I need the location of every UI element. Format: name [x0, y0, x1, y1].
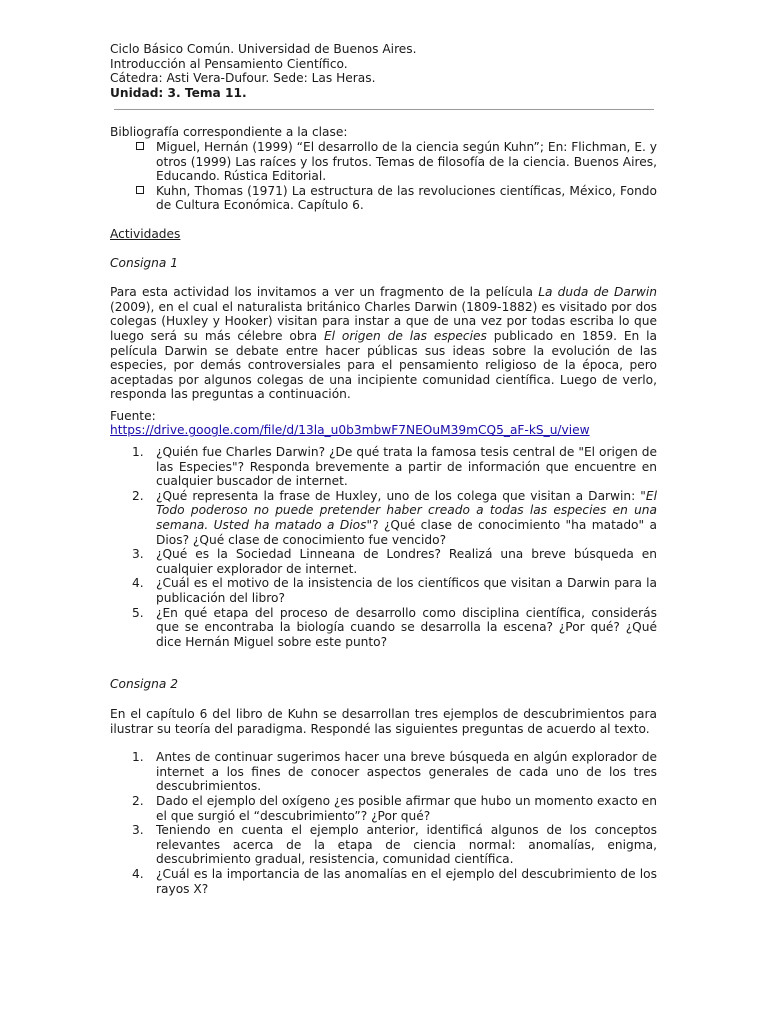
consigna-1-paragraph: [110, 285, 657, 402]
question-text: ¿En qué etapa del proceso de desarrollo como disciplina científica, considerás que se encontraba la biología cuando se desarrolla la escena? ¿Por qué? ¿Qué dice Hernán Miguel sobre este punto?: [156, 605, 657, 649]
header-unit: Unidad: 3. Tema 11.: [110, 85, 247, 100]
paragraph-text: publicado en 1859. En la película Darwin se debate entre hacer públicas sus ideas sobre la evolución de las especies, por demás controversiales para el pensamiento religioso de la época, pero aceptadas por algunos colegas de una incipiente comunidad científica. Luego de verlo, responda las preguntas a continuación.: [110, 328, 657, 402]
question-text: Teniendo en cuenta el ejemplo anterior, identificá algunos de los conceptos relevantes acerca de la etapa de ciencia normal: anomalías, enigma, descubrimiento gradual, resistencia, comunidad científica.: [156, 823, 657, 867]
source-link[interactable]: [110, 423, 657, 438]
question-text: ¿Qué representa la frase de Huxley, uno de los colega que visitan a Darwin:: [156, 488, 641, 503]
huxley-quote: "El Todo poderoso no puede pretender haber creado a todas las especies en una semana. Usted ha matado a Dios": [156, 488, 657, 533]
bibliography-title: Bibliografía correspondiente a la clase:: [110, 125, 348, 140]
question-item: [110, 576, 657, 605]
question-item: [110, 867, 657, 896]
paragraph-text: (2009), en el cual el naturalista británico Charles Darwin (1809-1882) es visitado por dos colegas (Huxley y Hooker) visitan para instar a que de una vez por todas escriba lo que luego será su más célebre obra: [110, 299, 657, 343]
question-text: ¿Qué es la Sociedad Linneana de Londres? Realizá una breve búsqueda en cualquier explorador de internet.: [156, 547, 657, 576]
question-number: 3.: [132, 823, 144, 838]
consigna-1-title: Consigna 1: [110, 255, 178, 270]
bibliography-item-text: Miguel, Hernán (1999) “El desarrollo de la ciencia según Kuhn”; En: Flichman, E. y otros (1999) Las raíces y los frutos. Temas de filosofía de la ciencia. Buenos Aires, Educando. Rústica Editorial.: [156, 139, 657, 184]
question-item: [110, 445, 657, 489]
checkbox-square-icon: [136, 142, 144, 150]
question-text: ¿Quién fue Charles Darwin? ¿De qué trata la famosa tesis central de "El origen de las Especies"? Responda brevemente a partir de información que encuentre en cualquier buscador de internet.: [156, 445, 657, 489]
question-number: 5.: [132, 605, 144, 620]
paragraph-text: Para esta actividad los invitamos a ver un fragmento de la película: [110, 285, 539, 300]
question-number: 1.: [132, 445, 144, 460]
question-number: 1.: [132, 750, 144, 765]
activities-heading: Actividades: [110, 226, 181, 241]
bibliography-item: [110, 140, 657, 184]
bibliography-item: [110, 184, 657, 213]
checkbox-square-icon: [136, 186, 144, 194]
question-number: 4.: [132, 576, 144, 591]
question-number: 2.: [132, 793, 144, 808]
bibliography-list: [110, 140, 657, 213]
question-number: 4.: [132, 866, 144, 881]
question-text: Dado el ejemplo del oxígeno ¿es posible afirmar que hubo un momento exacto en el que surgió el “descubrimiento”? ¿Por qué?: [156, 793, 657, 823]
header-course: Introducción al Pensamiento Científico.: [110, 56, 348, 71]
question-item: [110, 794, 657, 823]
bibliography-item-text: Kuhn, Thomas (1971) La estructura de las revoluciones científicas, México, Fondo de Cultura Económica. Capítulo 6.: [156, 183, 657, 213]
question-item: [110, 823, 657, 867]
question-item: [110, 547, 657, 576]
source-url[interactable]: https://drive.google.com/file/d/13la_u0b3mbwF7NEOuM39mCQ5_aF-kS_u/view: [110, 423, 590, 438]
film-title: La duda de Darwin: [538, 285, 657, 300]
consigna-1-questions: [110, 445, 657, 649]
consigna-2-title: Consigna 2: [110, 677, 178, 692]
document-header: [110, 42, 657, 100]
header-chair: Cátedra: Asti Vera-Dufour. Sede: Las Heras.: [110, 71, 376, 86]
question-item: [110, 489, 657, 547]
consigna-2-intro: En el capítulo 6 del libro de Kuhn se desarrollan tres ejemplos de descubrimientos para ilustrar su teoría del paradigma. Respondé las siguientes preguntas de acuerdo al texto.: [110, 706, 657, 736]
question-text: ¿Cuál es el motivo de la insistencia de los científicos que visitan a Darwin para la publicación del libro?: [156, 576, 657, 605]
question-text: Antes de continuar sugerimos hacer una breve búsqueda en algún explorador de internet a los fines de conocer aspectos generales de cada uno de los tres descubrimientos.: [156, 750, 657, 794]
header-institution: Ciclo Básico Común. Universidad de Buenos Aires.: [110, 42, 417, 56]
book-title: El origen de las especies: [323, 328, 487, 343]
source-label: Fuente:: [110, 408, 156, 423]
question-number: 3.: [132, 547, 144, 562]
question-item: [110, 750, 657, 794]
header-divider: [114, 109, 654, 110]
document-page: [110, 42, 657, 896]
question-number: 2.: [132, 488, 144, 503]
consigna-2-questions: [110, 750, 657, 896]
question-text: ? ¿Qué clase de conocimiento "ha matado" a Dios? ¿Qué clase de conocimiento fue vencido?: [156, 518, 657, 547]
question-item: [110, 606, 657, 650]
question-text: ¿Cuál es la importancia de las anomalías en el ejemplo del descubrimiento de los rayos X?: [156, 866, 657, 896]
